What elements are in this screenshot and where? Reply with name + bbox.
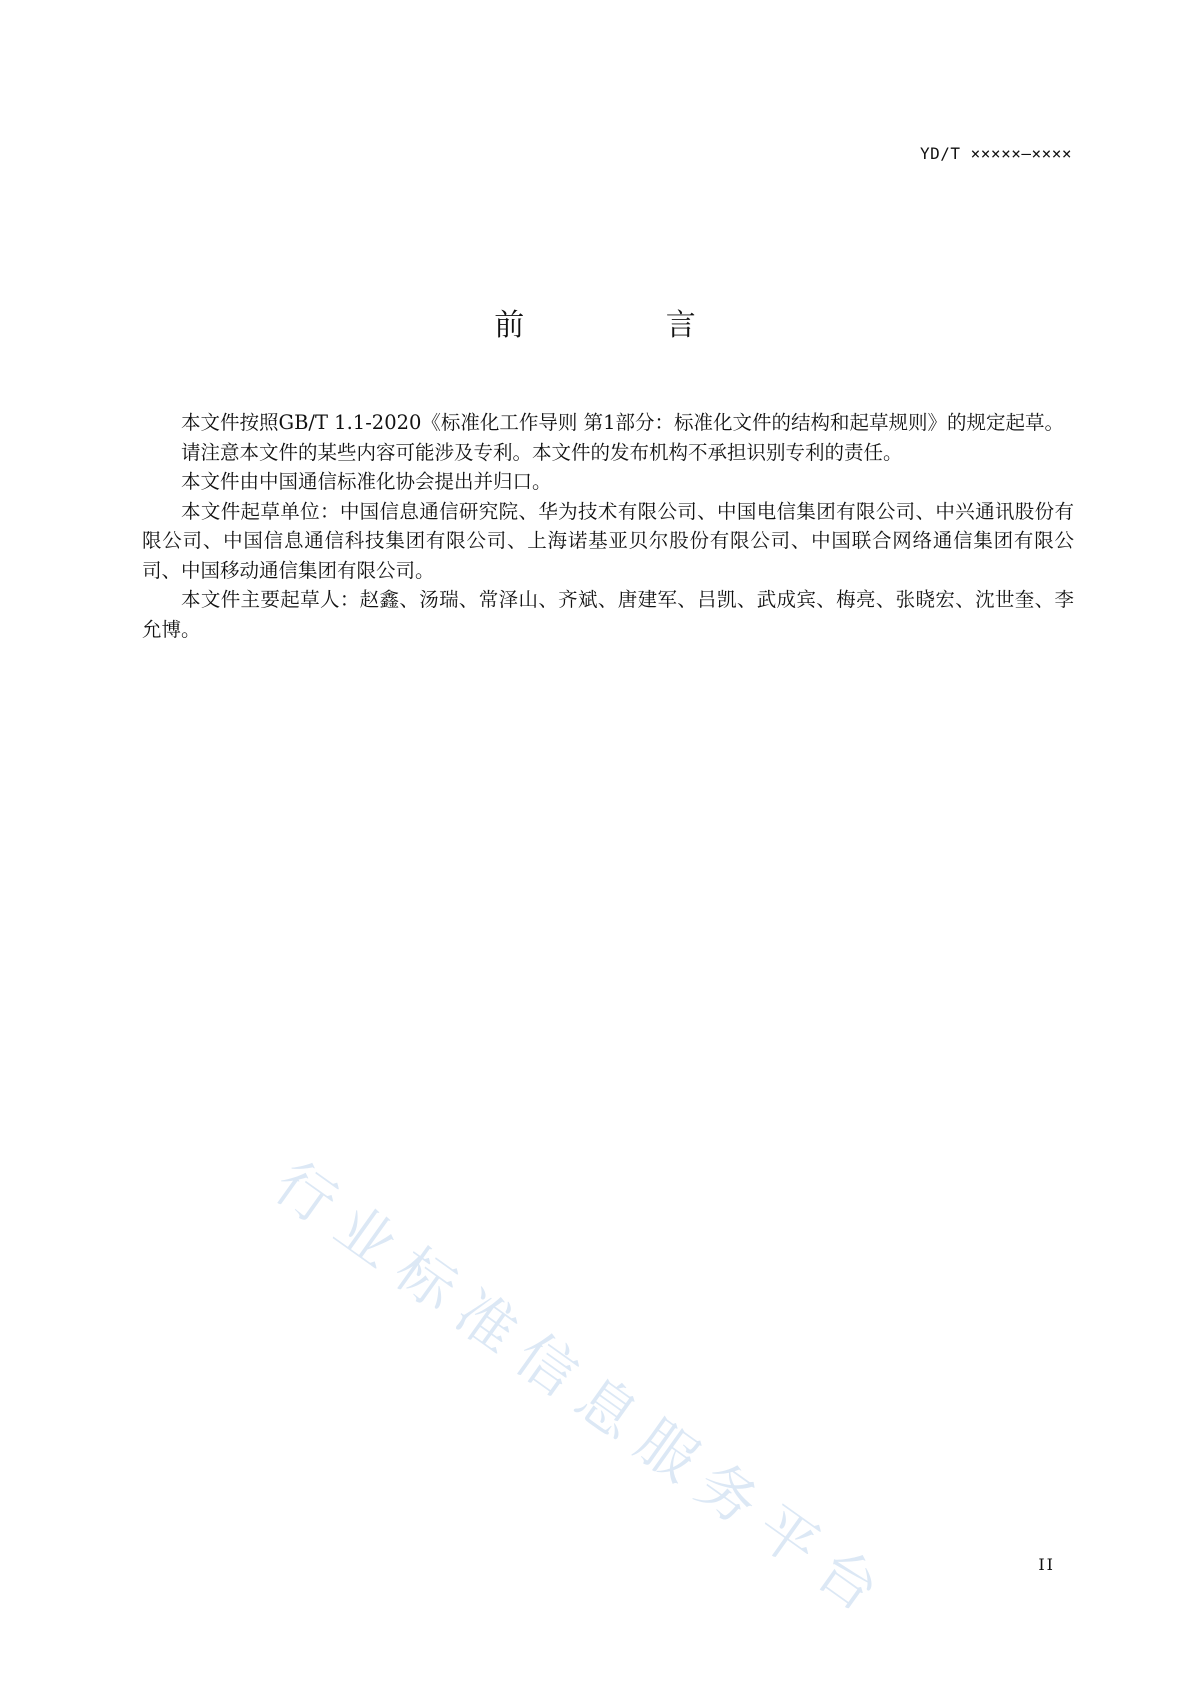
page-number: II [1038,1555,1055,1574]
page-title: 前 言 [494,308,762,343]
document-code: YD/T ×××××—×××× [920,144,1072,163]
watermark: 行业标准信息服务平台 [262,1148,905,1634]
paragraph-drafting-rules: 本文件按照GB/T 1.1-2020《标准化工作导则 第1部分：标准化文件的结构和起草规则》的规定起草。 [181,411,1065,434]
preface-body [142,408,1074,644]
paragraph-drafters: 本文件主要起草人：赵鑫、汤瑞、常泽山、齐斌、唐建军、吕凯、武成宾、梅亮、张晓宏、沈世奎、李允博。 [142,588,1074,641]
paragraph-patent-notice: 请注意本文件的某些内容可能涉及专利。本文件的发布机构不承担识别专利的责任。 [181,440,903,464]
paragraph-drafting-units: 本文件起草单位：中国信息通信研究院、华为技术有限公司、中国电信集团有限公司、中兴通讯股份有限公司、中国信息通信科技集团有限公司、上海诺基亚贝尔股份有限公司、中国联合网络通信集团有限公司、中国移动通信集团有限公司。 [142,499,1074,582]
paragraph-proposer: 本文件由中国通信标准化协会提出并归口。 [181,470,552,493]
